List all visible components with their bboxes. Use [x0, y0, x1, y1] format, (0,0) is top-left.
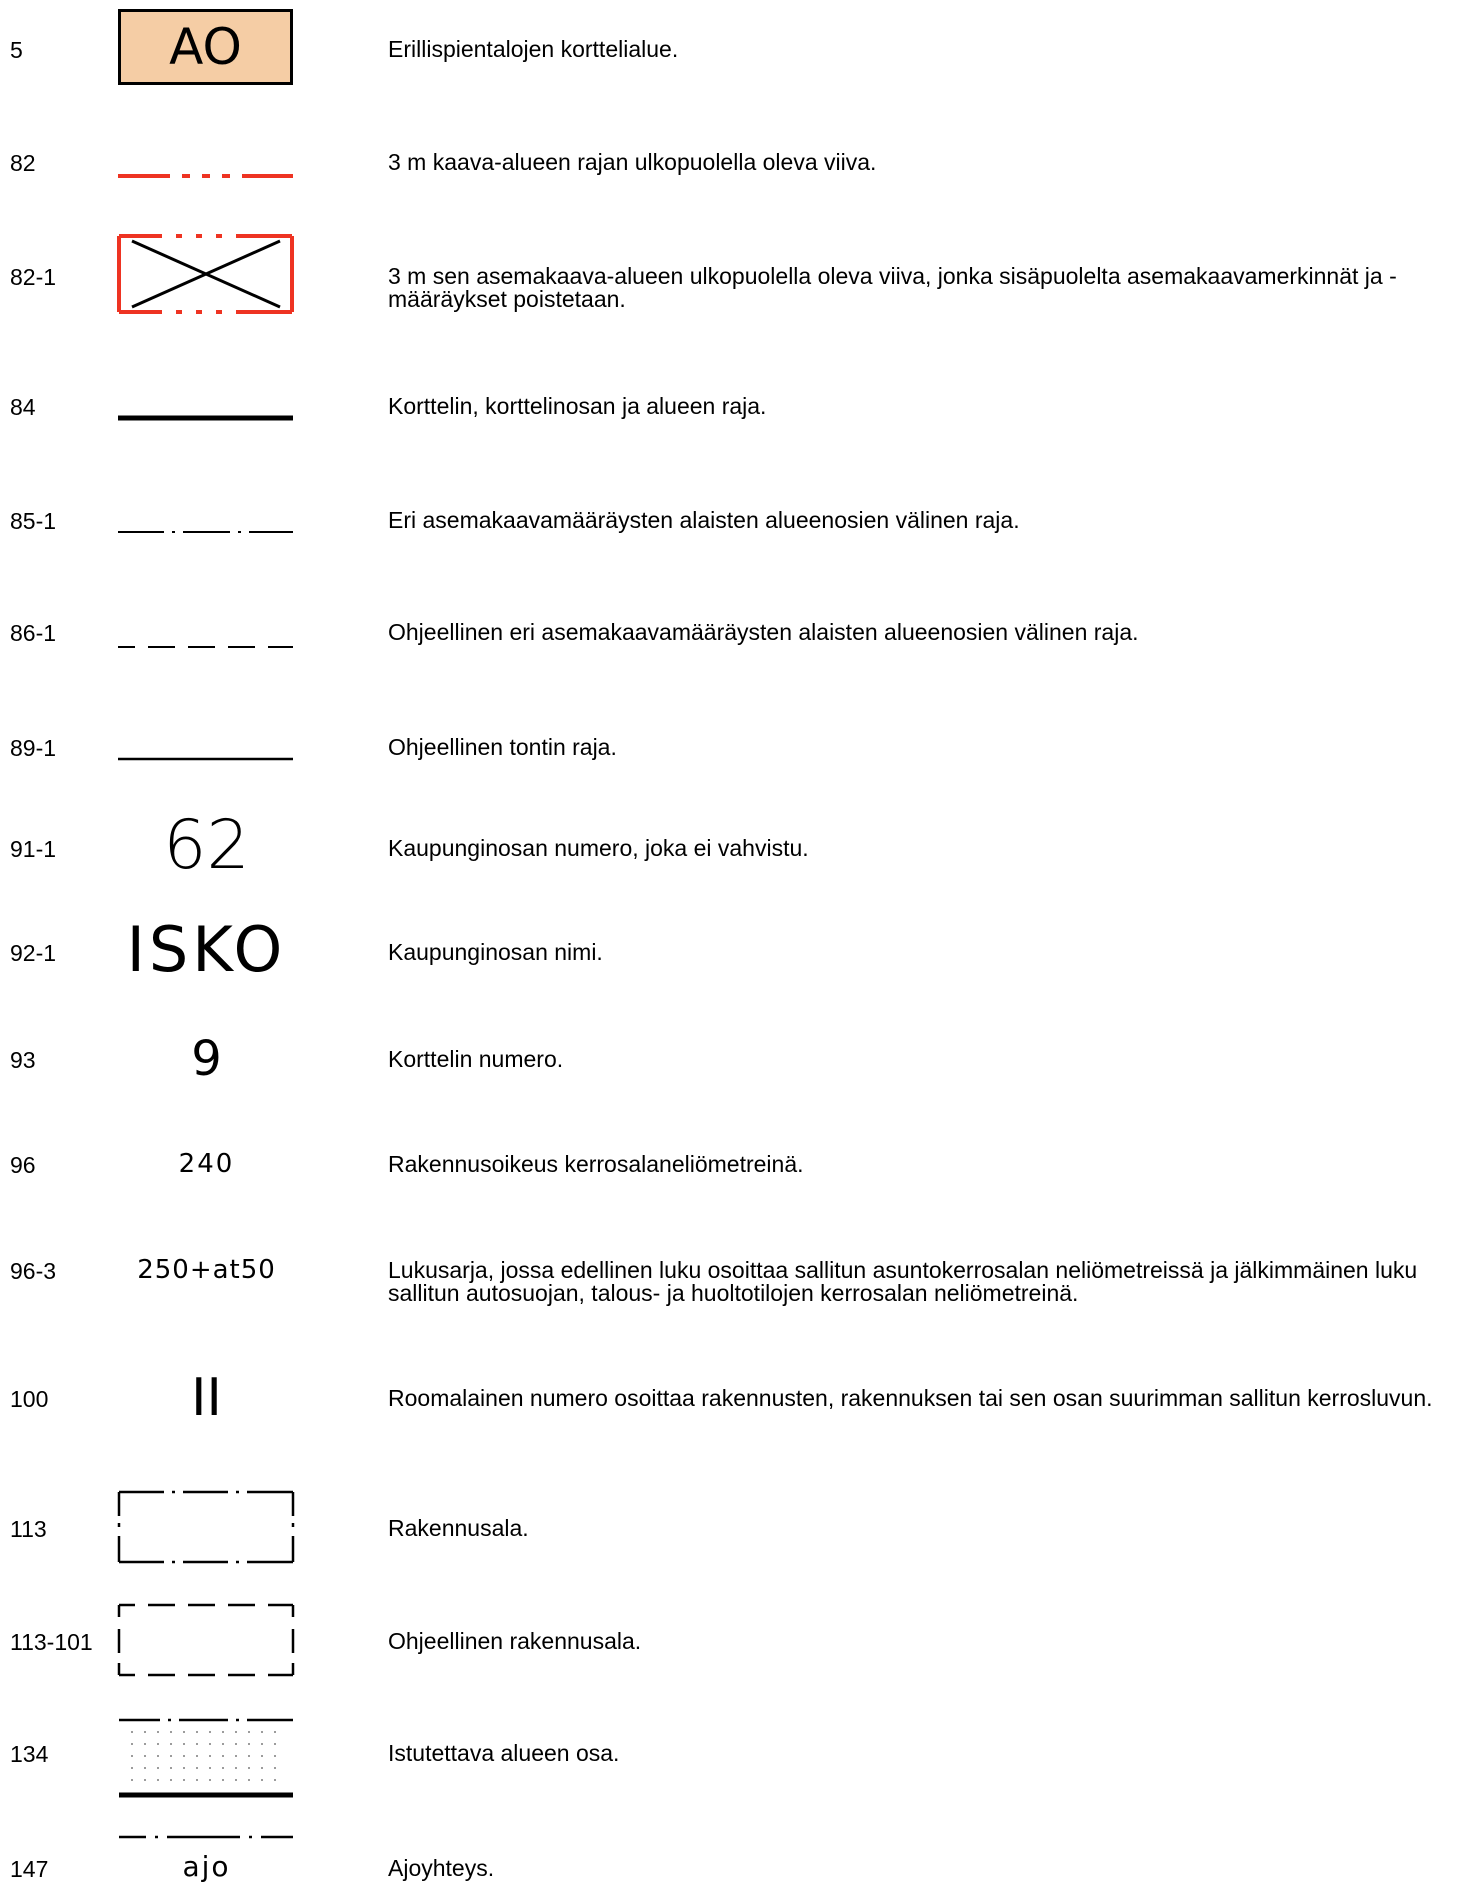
planting-dot: [157, 1743, 159, 1745]
planting-dot: [170, 1779, 172, 1781]
roman-numeral-symbol: II: [191, 1368, 222, 1428]
planting-dot: [183, 1731, 185, 1733]
legend-code: 89-1: [10, 735, 57, 761]
planting-dot: [131, 1731, 133, 1733]
planting-dot: [144, 1767, 146, 1769]
planting-dot: [261, 1731, 263, 1733]
planting-dot: [144, 1755, 146, 1757]
planting-dot: [209, 1767, 211, 1769]
indicative-area-part-boundary-symbol: [110, 639, 310, 659]
indicative-building-area-symbol: [110, 1597, 310, 1681]
planting-dot: [248, 1767, 250, 1769]
legend-code: 93: [10, 1047, 36, 1073]
planting-dot: [222, 1767, 224, 1769]
planting-dot: [196, 1755, 198, 1757]
legend-code: 86-1: [10, 620, 57, 646]
legend-description: Roomalainen numero osoittaa rakennusten, rakennuksen tai sen osan suurimman sallitun kerrosluvun.: [388, 1385, 1433, 1411]
planting-dot: [235, 1743, 237, 1745]
legend-description: Korttelin, korttelinosan ja alueen raja.: [388, 393, 767, 419]
legend-description: Erillispientalojen korttelialue.: [388, 36, 679, 62]
floor-area-series-symbol: 250+at50: [137, 1255, 276, 1285]
planting-dot: [235, 1755, 237, 1757]
building-right-symbol: 240: [178, 1149, 235, 1179]
planting-dot: [183, 1755, 185, 1757]
legend-description: Istutettava alueen osa.: [388, 1740, 620, 1766]
legend-code: 84: [10, 394, 36, 420]
planting-dot: [261, 1767, 263, 1769]
legend-code: 100: [10, 1386, 49, 1412]
area-part-boundary-symbol: [110, 524, 310, 544]
planting-dot: [274, 1779, 276, 1781]
legend-description: 3 m sen asemakaava-alueen ulkopuolella oleva viiva, jonka sisäpuolelta asemakaavamerkinnät ja -määräykset poistetaan.: [388, 263, 1397, 312]
planting-dot: [261, 1743, 263, 1745]
planting-dot: [157, 1779, 159, 1781]
legend-description: 3 m kaava-alueen rajan ulkopuolella oleva viiva.: [388, 149, 877, 175]
legend-code: 134: [10, 1741, 49, 1767]
planting-dot: [144, 1743, 146, 1745]
planting-dot: [131, 1755, 133, 1757]
planting-dot: [248, 1743, 250, 1745]
planting-dot: [183, 1767, 185, 1769]
planting-dot: [183, 1743, 185, 1745]
planting-dot: [196, 1779, 198, 1781]
planting-dot: [274, 1743, 276, 1745]
legend-description: Kaupunginosan nimi.: [388, 939, 603, 965]
legend-description: Ohjeellinen tontin raja.: [388, 734, 617, 760]
legend-code: 113: [10, 1516, 47, 1542]
planting-dot: [222, 1743, 224, 1745]
planting-dot: [261, 1755, 263, 1757]
legend-code: 82-1: [10, 264, 57, 290]
ao-symbol-text: AO: [169, 18, 242, 76]
planting-dot: [248, 1755, 250, 1757]
plan-boundary-outer-line-symbol: [110, 168, 310, 188]
planting-dot: [170, 1743, 172, 1745]
planting-dot: [157, 1731, 159, 1733]
planting-dot: [144, 1731, 146, 1733]
planting-dot: [248, 1779, 250, 1781]
planting-dot: [170, 1767, 172, 1769]
legend-description: Rakennusala.: [388, 1515, 529, 1541]
planting-dot: [235, 1731, 237, 1733]
district-name-symbol: ISKO: [126, 913, 287, 986]
planting-dot: [131, 1767, 133, 1769]
legend-description: Ohjeellinen rakennusala.: [388, 1628, 642, 1654]
removed-plan-area-symbol: [110, 230, 310, 320]
planting-dot: [274, 1755, 276, 1757]
legend-code: 113-101: [10, 1629, 93, 1655]
planting-dot: [274, 1767, 276, 1769]
legend-code: 82: [10, 150, 36, 176]
planting-dot: [131, 1779, 133, 1781]
planting-dot: [209, 1779, 211, 1781]
legend-code: 92-1: [10, 940, 57, 966]
planting-dot: [209, 1731, 211, 1733]
planting-dot: [248, 1731, 250, 1733]
indicative-plot-boundary-symbol: [110, 751, 310, 771]
block-number-symbol: 9: [191, 1031, 222, 1087]
ao-zone-symbol: [118, 9, 293, 85]
planting-area-symbol: [110, 1712, 310, 1802]
legend-code: 5: [10, 37, 23, 63]
block-boundary-line-symbol: [110, 410, 310, 430]
planting-dot: [196, 1767, 198, 1769]
planting-dot: [196, 1743, 198, 1745]
planting-dot: [170, 1731, 172, 1733]
planting-dot: [157, 1767, 159, 1769]
legend-code: 96-3: [10, 1258, 57, 1284]
planting-dot: [222, 1731, 224, 1733]
legend-code: 147: [10, 1856, 49, 1882]
legend-description: Kaupunginosan numero, joka ei vahvistu.: [388, 835, 809, 861]
driveway-symbol-text: ajo: [182, 1850, 231, 1883]
legend-code: 91-1: [10, 836, 57, 862]
planting-dot: [144, 1779, 146, 1781]
planting-dot: [261, 1779, 263, 1781]
driveway-connection-line-symbol: [110, 1829, 310, 1845]
legend-description: Korttelin numero.: [388, 1046, 564, 1072]
district-number-symbol: 62: [163, 806, 250, 885]
planting-dot: [183, 1779, 185, 1781]
planting-dot: [131, 1743, 133, 1745]
planting-dot: [209, 1755, 211, 1757]
legend-description: Eri asemakaavamääräysten alaisten alueenosien välinen raja.: [388, 507, 1020, 533]
legend-description: Rakennusoikeus kerrosalaneliömetreinä.: [388, 1151, 804, 1177]
legend-code: 96: [10, 1152, 36, 1178]
planting-dot: [196, 1731, 198, 1733]
planting-dot: [274, 1731, 276, 1733]
legend-description: Lukusarja, jossa edellinen luku osoittaa sallitun asuntokerrosalan neliömetreissä ja jälkimmäinen luku sallitun autosuojan, talous- ja huoltotilojen kerrosalan neliömetreinä.: [388, 1257, 1418, 1306]
planting-dot: [235, 1767, 237, 1769]
planting-dot: [222, 1755, 224, 1757]
planting-dot: [209, 1743, 211, 1745]
planting-dot: [170, 1755, 172, 1757]
planting-dot: [222, 1779, 224, 1781]
planting-dot: [235, 1779, 237, 1781]
legend-description: Ajoyhteys.: [388, 1855, 495, 1881]
legend-description: Ohjeellinen eri asemakaavamääräysten alaisten alueenosien välinen raja.: [388, 619, 1139, 645]
planting-dot: [157, 1755, 159, 1757]
building-area-symbol: [110, 1484, 310, 1568]
legend-code: 85-1: [10, 508, 57, 534]
